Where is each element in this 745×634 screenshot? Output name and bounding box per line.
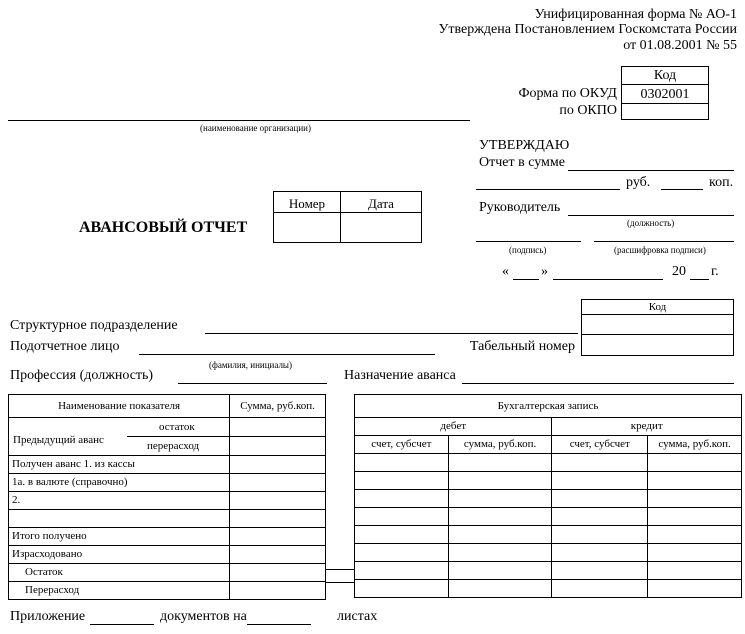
signature-caption: (подпись) [509,245,547,255]
overspend-connector-line [326,582,354,583]
organization-name-line[interactable] [8,120,470,121]
prev-advance-cell [9,418,230,456]
accounting-entry-table [354,394,742,598]
accounting-entry-header: Бухгалтерская запись [355,395,742,418]
entry-cell[interactable] [448,526,552,544]
division-code-cell[interactable] [582,315,733,334]
tab-number-label: Табельный номер [469,339,575,354]
report-sum-words-line[interactable] [568,170,734,171]
row-sum-cell[interactable] [230,546,326,564]
unified-form-label: Унифицированная форма № АО-1 [534,7,737,22]
sum-col-header: Сумма, руб.коп. [230,395,326,418]
document-number-cell[interactable] [274,213,340,242]
accountable-line[interactable] [139,354,435,355]
debit-header: дебет [355,418,552,436]
entry-cell[interactable] [552,562,648,580]
head-label: Руководитель [479,200,561,215]
attachment-label: Приложение [10,609,86,624]
tab-number-code-box [581,299,734,356]
balance-label: остаток [159,421,195,433]
entry-cell[interactable] [648,580,742,598]
docs-on-label: документов на [160,609,247,624]
rub-label: руб. [626,175,651,190]
accountable-label: Подотчетное лицо [10,339,120,354]
profession-label: Профессия (должность) [10,368,154,383]
row-sum-cell[interactable] [230,528,326,546]
report-sum-label: Отчет в сумме [479,155,565,170]
approve-day-line[interactable] [513,279,539,280]
okpo-label: по ОКПО [559,103,617,118]
document-date-cell[interactable] [341,213,421,242]
overspend-label: перерасход [147,440,200,452]
row-sum-cell[interactable] [230,582,326,600]
row-sum-cell[interactable] [230,492,326,510]
entry-cell[interactable] [648,544,742,562]
head-signature-line[interactable] [476,241,581,242]
report-sum-kop-line[interactable] [661,189,703,190]
person-code-header: Код [648,301,667,313]
entry-cell[interactable] [648,508,742,526]
entry-cell[interactable] [448,490,552,508]
kop-label: коп. [709,175,734,190]
approve-year-line[interactable] [690,279,709,280]
overspend-row-label: Перерасход [9,582,230,600]
entry-cell[interactable] [448,580,552,598]
row-sum-cell[interactable] [230,510,326,528]
code-header: Код [653,68,677,83]
entry-cell[interactable] [355,472,449,490]
position-caption: (должность) [627,218,675,228]
balance-row-label: Остаток [9,564,230,582]
tab-number-cell[interactable] [582,335,733,354]
table-row: Итого получено [9,528,230,546]
approval-date-label: от 01.08.2001 № 55 [623,38,737,53]
quote-open: « [502,264,509,279]
table-row: Получен аванс 1. из кассы [9,456,230,474]
report-sum-rub-line[interactable] [476,189,620,190]
entry-cell[interactable] [552,508,648,526]
entry-cell[interactable] [552,544,648,562]
head-decoding-line[interactable] [594,241,734,242]
okud-code-box [621,66,709,120]
entry-cell[interactable] [448,454,552,472]
entry-cell[interactable] [355,508,449,526]
year-suffix: г. [711,264,719,279]
entry-cell[interactable] [448,544,552,562]
credit-account-header: счет, субсчет [552,436,648,454]
entry-cell[interactable] [648,454,742,472]
purpose-label: Назначение аванса [344,368,456,383]
entry-cell[interactable] [355,580,449,598]
advance-indicators-table [8,394,326,600]
debit-account-header: счет, субсчет [355,436,449,454]
division-label: Структурное подразделение [10,318,178,333]
table-row [9,510,230,528]
table-row: 2. [9,492,230,510]
indicator-col-header: Наименование показателя [9,395,230,418]
head-position-line[interactable] [568,215,734,216]
profession-line[interactable] [178,383,327,384]
sheets-label: листах [337,609,378,624]
entry-cell[interactable] [355,526,449,544]
okud-code-value[interactable]: 0302001 [640,87,690,102]
table-row: Израсходовано [9,546,230,564]
entry-cell[interactable] [355,544,449,562]
entry-cell[interactable] [552,580,648,598]
entry-cell[interactable] [448,562,552,580]
credit-header: кредит [552,418,742,436]
organization-caption: (наименование организации) [200,123,311,133]
row-sum-cell[interactable] [230,564,326,582]
balance-connector-line [326,569,354,570]
sheets-count-line[interactable] [247,624,311,625]
credit-sum-header: сумма, руб.коп. [648,436,742,454]
entry-cell[interactable] [648,526,742,544]
entry-cell[interactable] [448,508,552,526]
approve-title: УТВЕРЖДАЮ [479,138,570,153]
date-header: Дата [368,196,394,211]
row-sum-cell[interactable] [230,456,326,474]
number-header: Номер [288,196,326,211]
decoding-caption: (расшифровка подписи) [614,245,706,255]
entry-cell[interactable] [648,490,742,508]
prev-advance-label: Предыдущий аванс [13,434,104,446]
debit-sum-header: сумма, руб.коп. [448,436,552,454]
row-sum-cell[interactable] [230,474,326,492]
entry-cell[interactable] [355,454,449,472]
entry-cell[interactable] [648,562,742,580]
table-row: 1а. в валюте (справочно) [9,474,230,492]
entry-cell[interactable] [552,454,648,472]
entry-cell[interactable] [552,526,648,544]
entry-cell[interactable] [552,490,648,508]
entry-cell[interactable] [355,490,449,508]
division-line[interactable] [205,333,578,334]
okud-label: Форма по ОКУД [518,86,617,101]
approve-month-line[interactable] [553,279,663,280]
entry-cell[interactable] [355,562,449,580]
purpose-line[interactable] [462,383,734,384]
name-caption: (фамилия, инициалы) [209,360,292,370]
prev-advance-sum-cell[interactable] [230,418,326,456]
entry-cell[interactable] [552,472,648,490]
attachment-count-line[interactable] [90,624,154,625]
entry-cell[interactable] [448,472,552,490]
quote-close: » [541,264,548,279]
approved-by-label: Утверждена Постановлением Госкомстата России [438,22,737,37]
document-title: АВАНСОВЫЙ ОТЧЕТ [79,219,248,236]
document-number-date-box [273,191,422,243]
entry-cell[interactable] [648,472,742,490]
year-prefix: 20 [672,264,686,279]
